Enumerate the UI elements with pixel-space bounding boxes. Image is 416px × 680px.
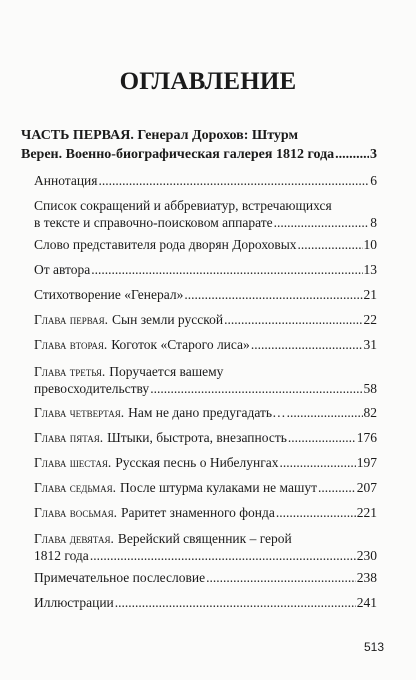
part-title-line1: ЧАСТЬ ПЕРВАЯ. Генерал Дорохов: Штурм [21, 128, 299, 143]
dot-leader [224, 311, 362, 328]
entry-title: Коготок «Старого лиса» [111, 337, 250, 352]
part-title-row [21, 145, 377, 164]
entry-page-number: 10 [363, 237, 377, 252]
page-number: 513 [364, 640, 385, 654]
entry-title: После штурма кулаками не машут [120, 480, 318, 495]
chapter-label: Глава пятая. [34, 430, 104, 445]
toc-entry [34, 404, 377, 421]
entry-title-line2: 1812 года [34, 548, 89, 563]
entry-title: Нам не дано предугадать… [128, 405, 286, 420]
entry-page-number: 8 [370, 215, 377, 230]
entry-page-number: 31 [363, 337, 377, 352]
entry-title: Аннотация [34, 173, 98, 188]
entry-page-number: 21 [363, 287, 377, 302]
dot-leader [288, 429, 356, 446]
toc-entry [34, 594, 377, 611]
dot-leader [276, 504, 356, 521]
part-title-line2: Верен. Военно-биографическая галерея 1812 года [21, 147, 335, 162]
entry-page-number: 58 [363, 381, 377, 396]
entry-title: Стихотворение «Генерал» [34, 287, 184, 302]
entry-page-number: 22 [363, 312, 377, 327]
entry-title: Примечательное послесловие [34, 570, 206, 585]
part-page-number: 3 [370, 147, 377, 162]
dot-leader [184, 286, 362, 303]
entry-page-number: 241 [356, 595, 377, 610]
chapter-label: Глава восьмая. [34, 505, 118, 520]
entry-page-number: 176 [356, 430, 377, 445]
chapter-label: Глава четвертая. [34, 405, 125, 420]
chapter-label: Глава шестая. [34, 455, 112, 470]
entry-page-number: 82 [363, 405, 377, 420]
dot-leader [335, 145, 369, 164]
toc-entry [34, 454, 377, 471]
dot-leader [91, 261, 362, 278]
toc-entry [34, 530, 377, 564]
toc-entry [34, 363, 377, 397]
entry-title-line2: превосходительству [34, 381, 150, 396]
chapter-label: Глава седьмая. [34, 480, 117, 495]
dot-leader [298, 236, 363, 253]
entry-title: Раритет знаменного фонда [121, 505, 275, 520]
dot-leader [287, 404, 363, 421]
entry-page-number: 207 [356, 480, 377, 495]
entry-title: Иллюстрации [34, 595, 114, 610]
dot-leader [274, 214, 370, 231]
dot-leader [99, 172, 370, 189]
entry-title: Слово представителя рода дворян Дороховых [34, 237, 297, 252]
toc-entry [34, 479, 377, 496]
dot-leader [150, 380, 362, 397]
toc-entry [34, 569, 377, 586]
dot-leader [206, 569, 356, 586]
chapter-label: Глава девятая. [34, 531, 114, 546]
dot-leader [90, 547, 356, 564]
entry-title: Штыки, быстрота, внезапность [107, 430, 287, 445]
dot-leader [318, 479, 356, 496]
chapter-label: Глава первая. [34, 312, 109, 327]
toc-entry [34, 286, 377, 303]
page-title: ОГЛАВЛЕНИЕ [119, 68, 297, 95]
entry-title-line1: Верейский священник – герой [117, 531, 292, 546]
entry-page-number: 238 [356, 570, 377, 585]
dot-leader [279, 454, 355, 471]
toc-entry [34, 429, 377, 446]
toc-entry [34, 504, 377, 521]
entry-title: Русская песнь о Нибелунгах [115, 455, 279, 470]
toc-entry [34, 236, 377, 253]
toc-entry [34, 336, 377, 353]
toc-entry [34, 197, 377, 231]
entry-title: Сын земли русской [112, 312, 224, 327]
entry-page-number: 13 [363, 262, 377, 277]
toc-entry [34, 172, 377, 189]
chapter-label: Глава вторая. [34, 337, 108, 352]
entry-title-line1: Список сокращений и аббревиатур, встречающихся [34, 198, 332, 213]
entry-page-number: 197 [356, 455, 377, 470]
chapter-label: Глава третья. [34, 364, 106, 379]
entry-title-line1: Поручается вашему [109, 364, 224, 379]
entry-page-number: 230 [356, 548, 377, 563]
toc-entry [34, 261, 377, 278]
dot-leader [115, 594, 356, 611]
entry-page-number: 6 [370, 173, 377, 188]
dot-leader [251, 336, 363, 353]
toc-entry [34, 311, 377, 328]
toc-part-heading [21, 126, 377, 164]
entry-title: От автора [34, 262, 91, 277]
entry-page-number: 221 [356, 505, 377, 520]
entry-title-line2: в тексте и справочно-поисковом аппарате [34, 215, 273, 230]
